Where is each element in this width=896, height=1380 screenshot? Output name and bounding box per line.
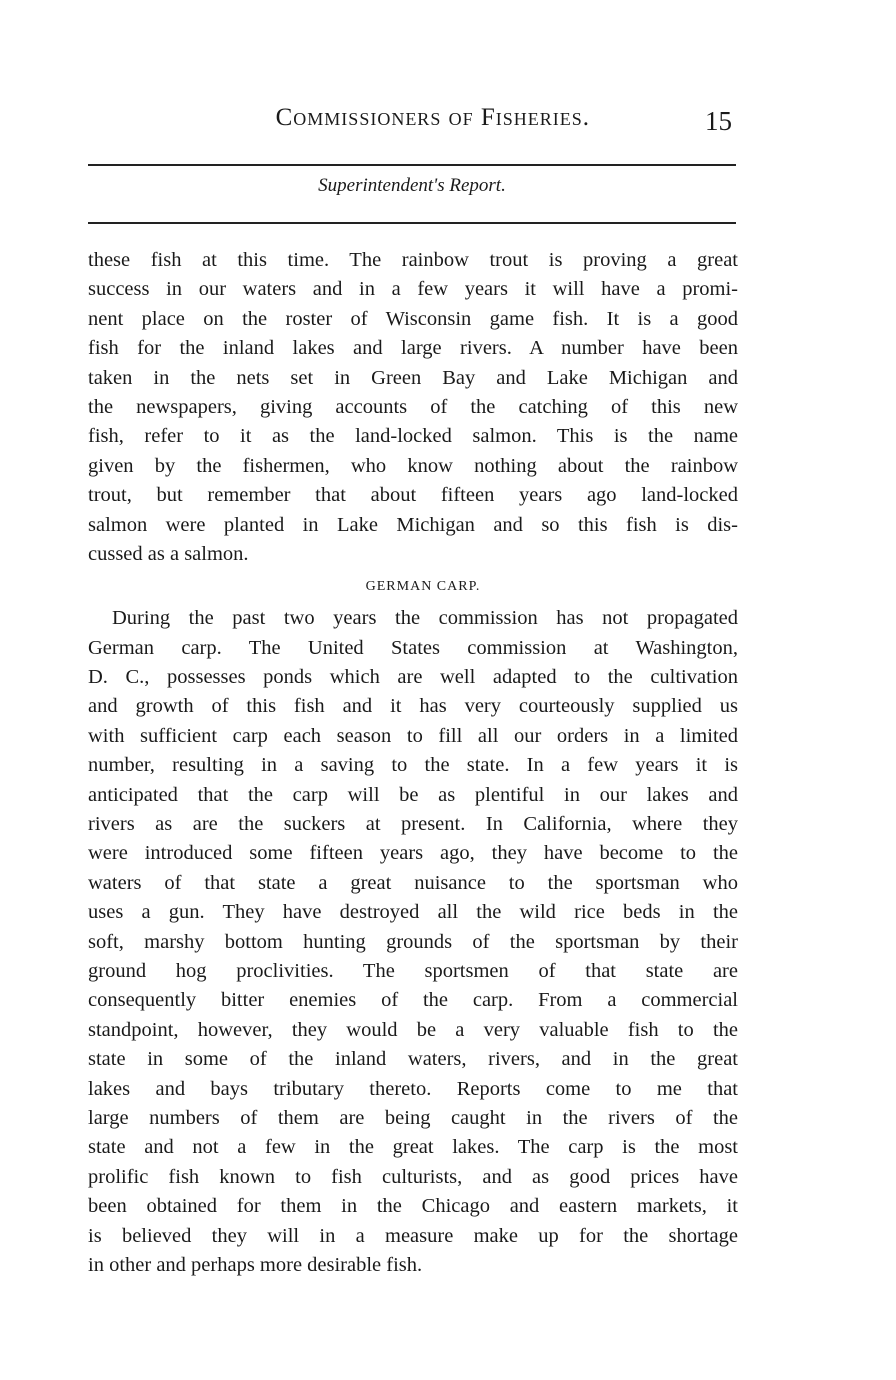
text-line: were introduced some fifteen years ago, they have become to the (88, 842, 738, 865)
text-line: standpoint, however, they would be a very valuable fish to the (88, 1018, 738, 1041)
body-text (88, 246, 738, 1280)
text-line: soft, marshy bottom hunting grounds of the sportsman by their (88, 930, 738, 953)
text-line: been obtained for them in the Chicago and eastern markets, it (88, 1195, 738, 1218)
text-line: these fish at this time. The rainbow trout is proving a great (88, 249, 738, 271)
text-line: with sufficient carp each season to fill all our orders in a limited (88, 724, 738, 747)
text-line: state in some of the inland waters, rivers, and in the great (88, 1048, 738, 1071)
text-line: given by the fishermen, who know nothing about the rainbow (88, 454, 738, 477)
text-line: nent place on the roster of Wisconsin game fish. It is a good (88, 307, 738, 330)
text-line: large numbers of them are being caught in the rivers of the (88, 1106, 738, 1129)
running-head-title: Commissioners of Fisheries. (275, 104, 590, 131)
text-line: number, resulting in a saving to the state. In a few years it is (88, 754, 738, 777)
text-line: the newspapers, giving accounts of the catching of this new (88, 395, 738, 418)
page-number: 15 (705, 106, 732, 136)
text-line: German carp. The United States commission at Washington, (88, 636, 738, 659)
text-line: state and not a few in the great lakes. The carp is the most (88, 1136, 738, 1159)
text-line: fish, refer to it as the land-locked salmon. This is the name (88, 425, 738, 448)
section-heading-german-carp: GERMAN CARP. (365, 579, 481, 595)
text-line: ground hog proclivities. The sportsmen of that state are (88, 959, 738, 982)
section-subtitle: Superintendent's Report. (318, 175, 506, 196)
text-line: in other and perhaps more desirable fish. (88, 1253, 423, 1276)
text-line: fish for the inland lakes and large rivers. A number have been (88, 337, 738, 360)
text-line: taken in the nets set in Green Bay and Lake Michigan and (88, 366, 738, 389)
text-line: is believed they will in a measure make up for the shortage (88, 1224, 738, 1247)
paragraph-rainbow-trout (88, 246, 738, 569)
text-line: trout, but remember that about fifteen years ago land-locked (88, 484, 738, 507)
text-line: D. C., possesses ponds which are well adapted to the cultivation (88, 666, 738, 689)
text-line: uses a gun. They have destroyed all the wild rice beds in the (88, 901, 738, 924)
text-line: consequently bitter enemies of the carp. From a commercial (88, 989, 738, 1012)
text-line: rivers as are the suckers at present. In California, where they (88, 813, 738, 836)
text-line: prolific fish known to fish culturists, and as good prices have (88, 1165, 738, 1188)
text-line: cussed as a salmon. (88, 542, 249, 565)
text-line: During the past two years the commission has not propagated (112, 607, 738, 630)
header-rule-top (88, 164, 736, 166)
text-line: success in our waters and in a few years it will have a promi- (88, 278, 738, 301)
text-line: anticipated that the carp will be as plentiful in our lakes and (88, 783, 738, 806)
text-line: salmon were planted in Lake Michigan and so this fish is dis- (88, 513, 738, 536)
text-line: waters of that state a great nuisance to the sportsman who (88, 871, 738, 894)
paragraph-german-carp (88, 604, 738, 1280)
text-line: and growth of this fish and it has very courteously supplied us (88, 695, 738, 718)
text-line: lakes and bays tributary thereto. Reports come to me that (88, 1077, 738, 1100)
header-rule-bottom (88, 222, 736, 224)
